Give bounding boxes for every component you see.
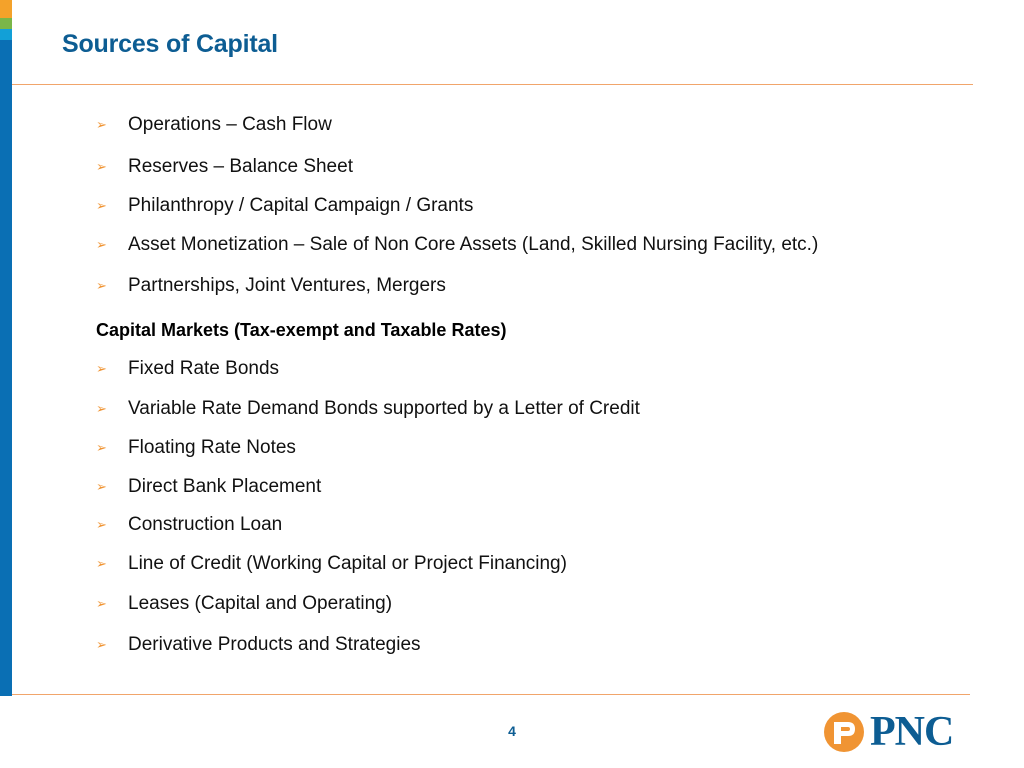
section-heading: Capital Markets (Tax-exempt and Taxable Rates): [96, 320, 507, 340]
sidebar-blue-bar: [0, 40, 12, 696]
bullet-text: Fixed Rate Bonds: [128, 358, 280, 379]
bullet-item: [96, 593, 392, 615]
arrow-bullet-icon: ➢: [96, 440, 107, 455]
bullet-text: Floating Rate Notes: [128, 437, 296, 458]
arrow-bullet-icon: ➢: [96, 401, 107, 416]
bullet-text: Direct Bank Placement: [128, 476, 322, 497]
arrow-bullet-icon: ➢: [96, 198, 107, 213]
page-number: 4: [508, 723, 516, 739]
arrow-bullet-icon: ➢: [96, 596, 107, 611]
arrow-bullet-icon: ➢: [96, 517, 107, 532]
bullet-text: Leases (Capital and Operating): [128, 593, 393, 614]
bullet-text: Line of Credit (Working Capital or Project Financing): [128, 553, 567, 574]
bullet-text: Operations – Cash Flow: [128, 114, 332, 135]
pnc-mark-icon: [822, 710, 866, 754]
bullet-item: [96, 358, 279, 380]
arrow-bullet-icon: ➢: [96, 479, 107, 494]
bullet-item: [96, 437, 296, 459]
arrow-bullet-icon: ➢: [96, 556, 107, 571]
page-title: Sources of Capital: [62, 30, 278, 58]
bullet-item: [96, 553, 567, 575]
bullet-item: [96, 195, 473, 217]
pnc-logo-text: PNC: [870, 709, 954, 755]
bullet-item: [96, 275, 446, 297]
arrow-bullet-icon: ➢: [96, 117, 107, 132]
bullet-item: [96, 156, 353, 178]
arrow-bullet-icon: ➢: [96, 361, 107, 376]
sidebar-orange-segment: [0, 0, 12, 18]
bullet-text: Philanthropy / Capital Campaign / Grants: [128, 195, 474, 216]
arrow-bullet-icon: ➢: [96, 237, 107, 252]
footer-divider: [12, 694, 970, 695]
bullet-text: Derivative Products and Strategies: [128, 634, 421, 655]
bullet-item: [96, 514, 282, 536]
bullet-text: Asset Monetization – Sale of Non Core Assets (Land, Skilled Nursing Facility, etc.): [128, 234, 819, 255]
bullet-text: Construction Loan: [128, 514, 283, 535]
bullet-item: [96, 634, 421, 656]
bullet-text: Variable Rate Demand Bonds supported by a Letter of Credit: [128, 398, 640, 419]
bullet-text: Partnerships, Joint Ventures, Mergers: [128, 275, 446, 296]
arrow-bullet-icon: ➢: [96, 159, 107, 174]
pnc-logo: [822, 710, 953, 754]
arrow-bullet-icon: ➢: [96, 637, 107, 652]
bullet-item: [96, 476, 321, 498]
bullet-item: [96, 114, 332, 136]
bullet-item: [96, 234, 818, 256]
bullet-item: [96, 398, 640, 420]
bullet-text: Reserves – Balance Sheet: [128, 156, 353, 177]
sidebar-green-segment: [0, 18, 12, 29]
title-divider: [12, 84, 973, 85]
sidebar-cyan-segment: [0, 29, 12, 40]
arrow-bullet-icon: ➢: [96, 278, 107, 293]
